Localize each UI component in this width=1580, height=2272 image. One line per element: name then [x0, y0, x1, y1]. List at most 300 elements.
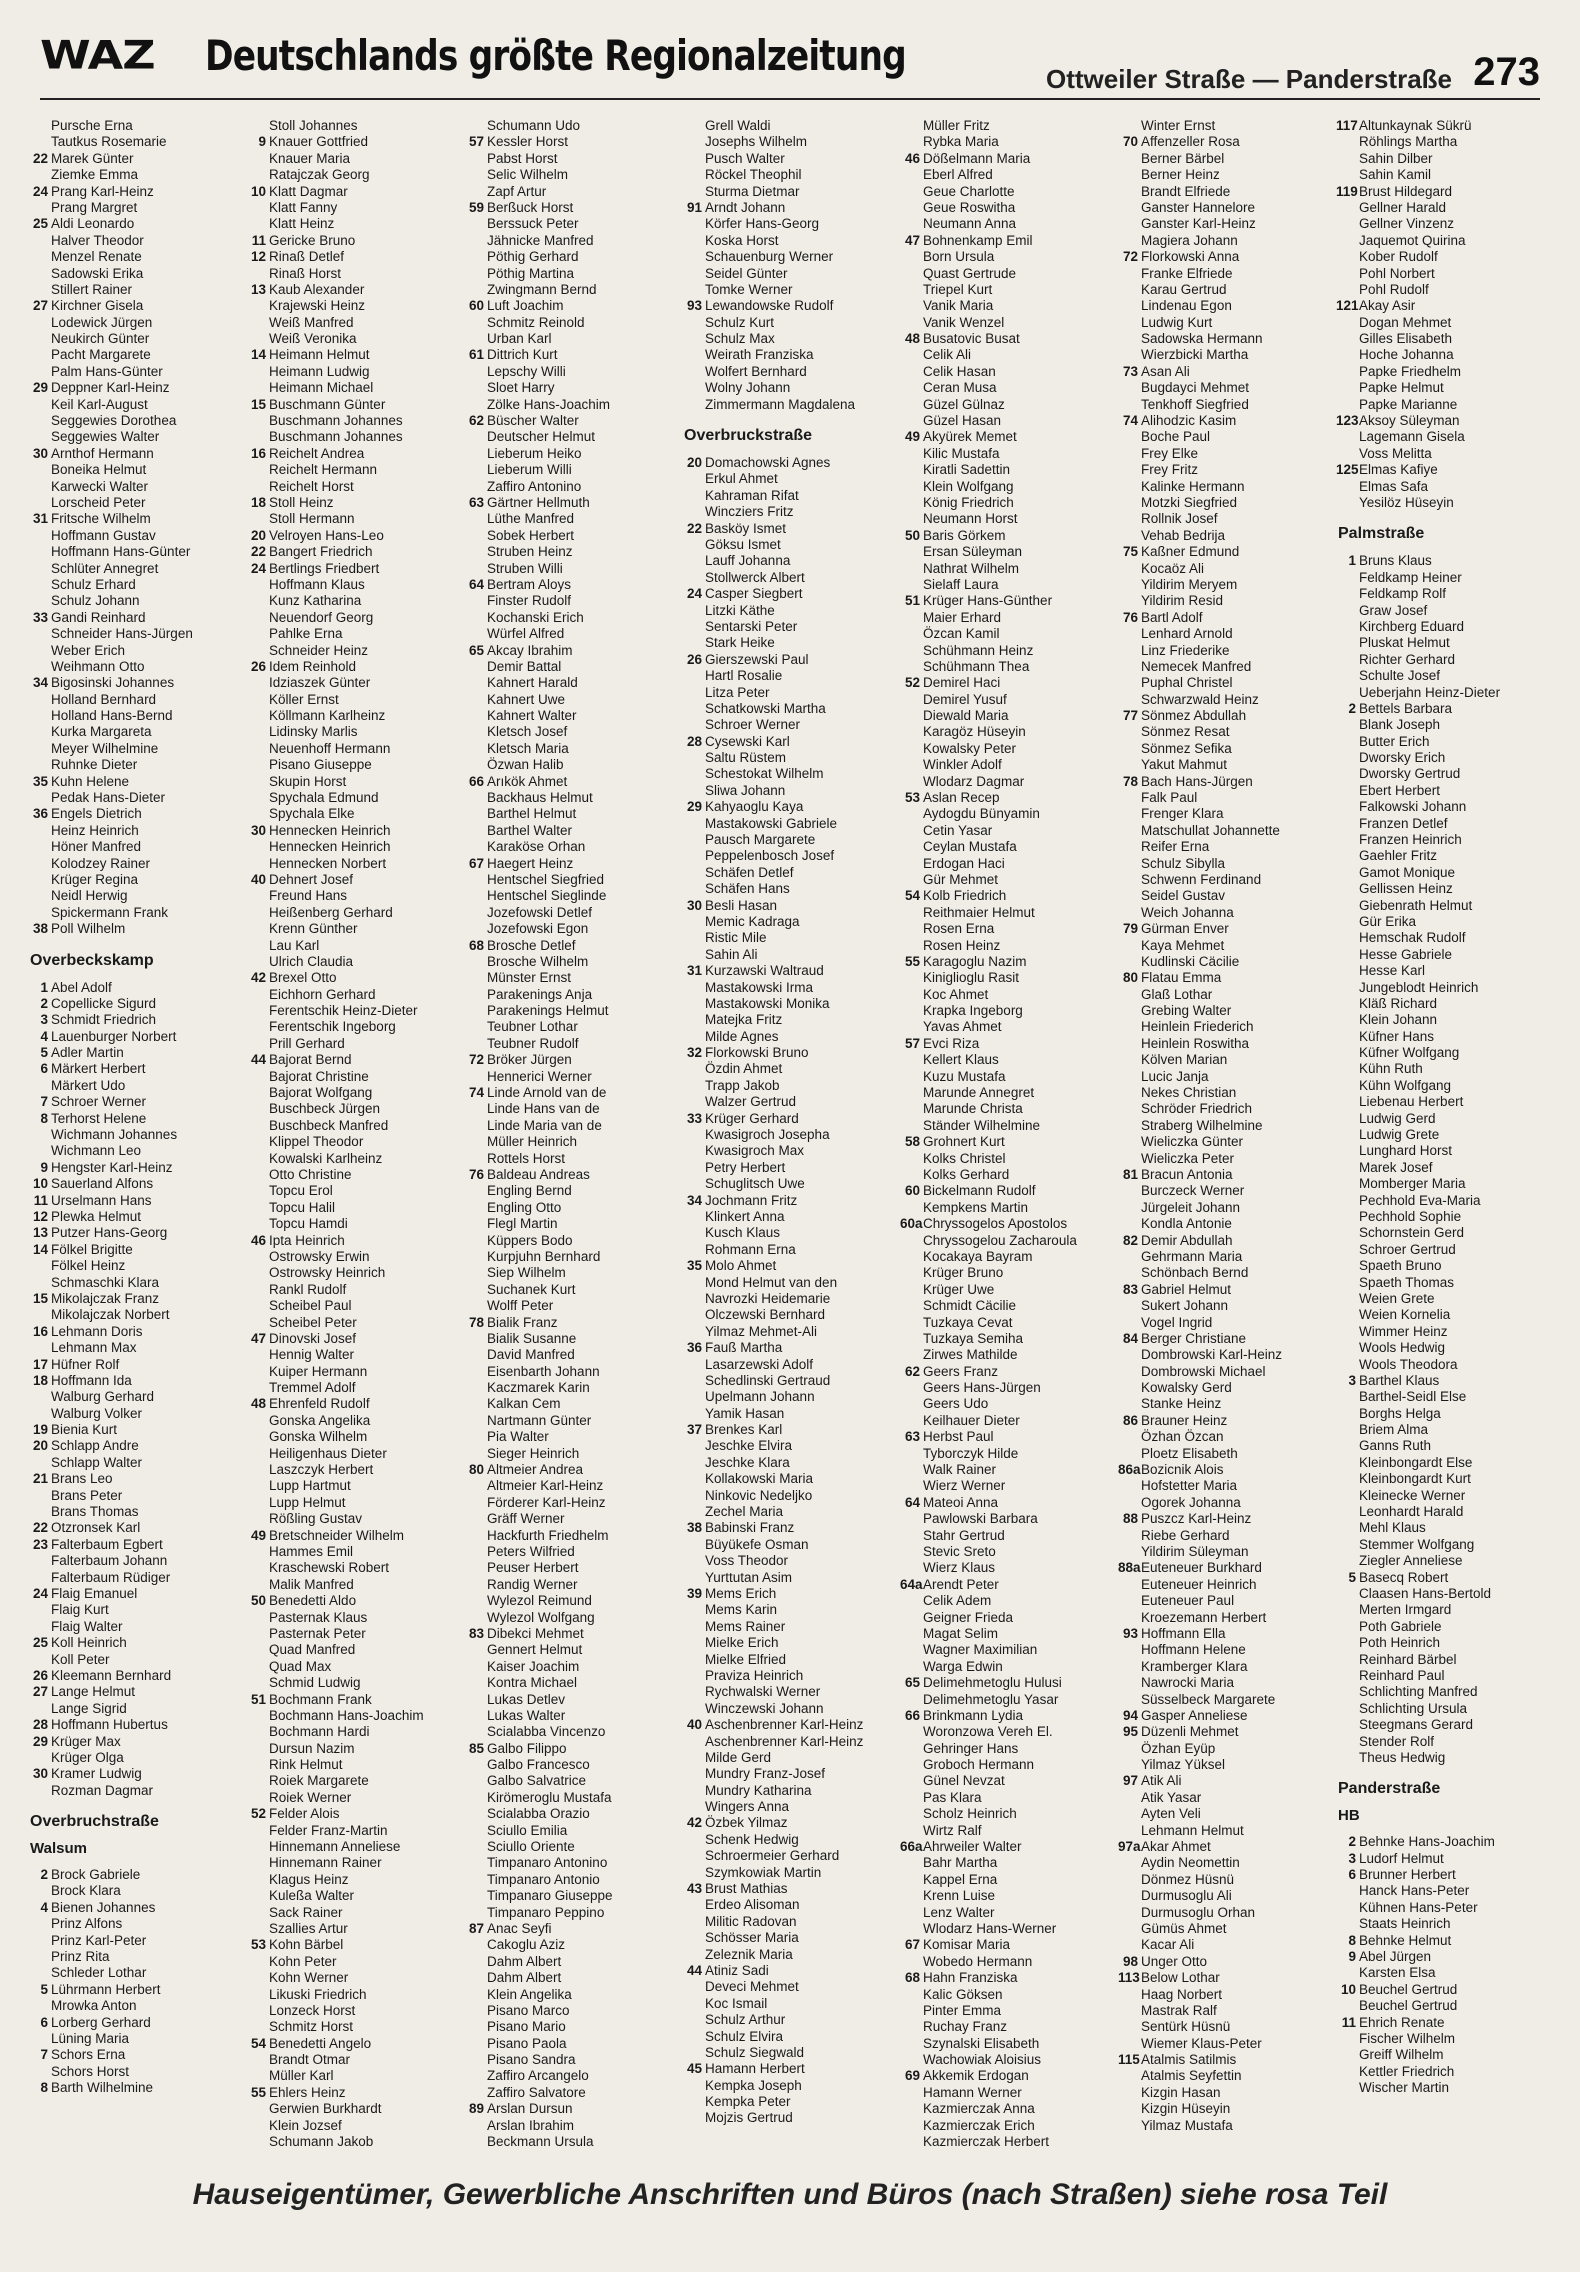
resident-name: Feldkamp Rolf — [1359, 586, 1447, 602]
resident-name: Günel Nevzat — [923, 1773, 1005, 1789]
resident-name: Kirchberg Eduard — [1359, 618, 1465, 634]
resident-name: Klippel Theodor — [269, 1134, 364, 1150]
house-number: 3 — [40, 1012, 48, 1028]
house-number: 21 — [32, 1471, 48, 1487]
list-item — [464, 1544, 674, 1560]
list-item — [900, 1593, 1110, 1609]
list-item — [28, 1883, 238, 1899]
resident-name: Bochmann Hardi — [269, 1724, 370, 1740]
resident-name: Gärtner Hellmuth — [487, 494, 590, 510]
resident-name: Pausch Margarete — [705, 832, 816, 848]
resident-name: Rößling Gustav — [269, 1511, 363, 1527]
resident-name: Mikolajczak Norbert — [51, 1307, 170, 1323]
list-item — [682, 1881, 892, 1897]
resident-name: Franzen Detlef — [1359, 815, 1448, 831]
house-number: 29 — [32, 1733, 48, 1749]
house-number: 9 — [40, 1159, 48, 1175]
resident-name: Pohl Rudolf — [1359, 281, 1429, 297]
resident-name: Schmitz Reinold — [487, 314, 585, 330]
resident-name: Röhlings Martha — [1359, 134, 1458, 150]
list-item — [1336, 266, 1546, 282]
resident-name: Evci Riza — [923, 1035, 980, 1051]
resident-name: Walburg Volker — [51, 1405, 143, 1421]
house-number: 73 — [1122, 363, 1138, 379]
list-item — [1118, 1560, 1328, 1576]
resident-name: Falk Paul — [1141, 790, 1198, 806]
resident-name: Zölke Hans-Joachim — [487, 396, 611, 412]
resident-name: Sönmez Abdullah — [1141, 708, 1247, 724]
resident-name: Ständer Wilhelmine — [923, 1117, 1041, 1133]
list-item — [464, 1905, 674, 1921]
list-item — [900, 266, 1110, 282]
list-item — [682, 701, 892, 717]
list-item — [682, 635, 892, 651]
list-item — [1336, 619, 1546, 635]
list-item — [682, 553, 892, 569]
resident-name: Schors Horst — [51, 2063, 130, 2079]
list-item — [682, 947, 892, 963]
house-number: 63 — [904, 1429, 920, 1445]
list-item — [1336, 1933, 1546, 1949]
list-item — [28, 1340, 238, 1356]
list-item — [28, 1275, 238, 1291]
resident-name: Rosen Heinz — [923, 937, 1001, 953]
list-item — [464, 298, 674, 314]
resident-name: Ganns Ruth — [1359, 1438, 1432, 1454]
list-item — [1118, 134, 1328, 150]
list-item — [900, 561, 1110, 577]
resident-name: Arendt Peter — [923, 1576, 999, 1592]
list-item — [28, 1900, 238, 1916]
list-item — [246, 1659, 456, 1675]
resident-name: Geue Charlotte — [923, 183, 1015, 199]
resident-name: Flaig Emanuel — [51, 1585, 138, 1601]
list-item — [900, 184, 1110, 200]
list-item — [1336, 1258, 1546, 1274]
list-item — [464, 2068, 674, 2084]
list-item — [246, 1905, 456, 1921]
list-item — [28, 200, 238, 216]
resident-name: Peppelenbosch Josef — [705, 848, 835, 864]
resident-name: Schumann Udo — [487, 118, 581, 133]
resident-name: Schösser Maria — [705, 1930, 799, 1946]
resident-name: Hartl Rosalie — [705, 668, 783, 684]
list-item — [1336, 331, 1546, 347]
list-item — [682, 930, 892, 946]
resident-name: Hoche Johanna — [1359, 347, 1454, 363]
list-item — [1336, 495, 1546, 511]
resident-name: Arnthof Hermann — [51, 445, 154, 461]
resident-name: Falterbaum Egbert — [51, 1536, 163, 1552]
resident-name: Güzel Hasan — [923, 413, 1002, 429]
list-item — [682, 1225, 892, 1241]
list-item — [28, 1783, 238, 1799]
resident-name: Özhan Özcan — [1141, 1429, 1224, 1445]
resident-name: Stahr Gertrud — [923, 1527, 1005, 1543]
street-heading: Panderstraße — [1338, 1780, 1441, 1798]
house-number: 22 — [250, 544, 266, 560]
list-item — [682, 1865, 892, 1881]
resident-name: Büyükefe Osman — [705, 1536, 809, 1552]
resident-name: Yilmaz Mustafa — [1141, 2117, 1233, 2133]
resident-name: Mems Rainer — [705, 1618, 786, 1634]
list-item — [246, 216, 456, 232]
list-item — [464, 544, 674, 560]
list-item — [682, 1455, 892, 1471]
list-item — [682, 1668, 892, 1684]
list-item — [1118, 1708, 1328, 1724]
house-number: 11 — [1341, 2014, 1356, 2030]
list-item — [900, 528, 1110, 544]
resident-name: Schröder Friedrich — [1141, 1101, 1253, 1117]
list-item — [682, 521, 892, 537]
list-item — [28, 806, 238, 822]
resident-name: Schroermeier Gerhard — [705, 1848, 840, 1864]
resident-name: Behnke Helmut — [1359, 1932, 1452, 1948]
list-item — [1118, 1462, 1328, 1478]
resident-name: Spaeth Bruno — [1359, 1258, 1442, 1274]
resident-name: Schmidt Friedrich — [51, 1012, 157, 1028]
resident-name: Pas Klara — [923, 1789, 982, 1805]
list-item — [1336, 685, 1546, 701]
list-item — [682, 1848, 892, 1864]
list-item — [900, 1249, 1110, 1265]
resident-name: Neumann Horst — [923, 511, 1018, 527]
resident-name: Heinlein Friederich — [1141, 1019, 1254, 1035]
list-item — [1118, 282, 1328, 298]
house-number: 29 — [32, 380, 48, 396]
list-item — [464, 1724, 674, 1740]
resident-name: Krüger Bruno — [923, 1265, 1004, 1281]
list-item — [1118, 872, 1328, 888]
list-item — [464, 1773, 674, 1789]
list-item — [1118, 380, 1328, 396]
resident-name: Spaeth Thomas — [1359, 1274, 1455, 1290]
house-number: 119 — [1336, 183, 1358, 199]
list-item — [1118, 724, 1328, 740]
resident-name: Neidl Herwig — [51, 888, 128, 904]
list-item — [28, 2031, 238, 2047]
resident-name: Memic Kadraga — [705, 913, 800, 929]
resident-name: Bertram Aloys — [487, 576, 572, 592]
list-item — [1336, 553, 1546, 569]
resident-name: Sciullo Emilia — [487, 1822, 568, 1838]
list-item — [246, 315, 456, 331]
resident-name: Abel Adolf — [51, 979, 112, 995]
list-item — [900, 1741, 1110, 1757]
resident-name: Kochanski Erich — [487, 609, 584, 625]
resident-name: Durmusoglu Ali — [1141, 1888, 1232, 1904]
list-item — [28, 282, 238, 298]
list-item — [900, 643, 1110, 659]
list-item — [1118, 1511, 1328, 1527]
resident-name: Hoffmann Gustav — [51, 527, 156, 543]
list-item — [28, 1982, 238, 1998]
resident-name: Yesilöz Hüseyin — [1359, 494, 1454, 510]
resident-name: Schönbach Bernd — [1141, 1265, 1249, 1281]
resident-name: Herbst Paul — [923, 1429, 994, 1445]
list-item — [682, 1471, 892, 1487]
list-item — [246, 1003, 456, 1019]
list-item — [1336, 1488, 1546, 1504]
resident-name: Märkert Herbert — [51, 1061, 146, 1077]
resident-name: Schulz Siegwald — [705, 2044, 805, 2060]
list-item — [1336, 652, 1546, 668]
list-item — [464, 1282, 674, 1298]
resident-name: Atalmis Satilmis — [1141, 2052, 1237, 2068]
list-item — [682, 1406, 892, 1422]
resident-name: Sliwa Johann — [705, 782, 786, 798]
list-item — [28, 626, 238, 642]
list-item — [464, 397, 674, 413]
house-number: 62 — [904, 1363, 920, 1379]
list-item — [1336, 1684, 1546, 1700]
resident-name: Kahnert Walter — [487, 708, 577, 724]
house-number: 8 — [40, 2080, 48, 2096]
resident-name: Spychala Edmund — [269, 790, 379, 806]
house-number: 57 — [468, 134, 484, 150]
house-number: 64 — [904, 1494, 920, 1510]
resident-name: Kolb Friedrich — [923, 888, 1007, 904]
list-item — [28, 839, 238, 855]
list-item — [246, 1954, 456, 1970]
resident-name: Linde Maria van de — [487, 1117, 602, 1133]
list-item — [464, 1429, 674, 1445]
resident-name: Buschbeck Manfred — [269, 1117, 389, 1133]
directory-column — [682, 118, 892, 2158]
resident-name: Baris Görkem — [923, 527, 1006, 543]
resident-name: Kalkan Cem — [487, 1396, 561, 1412]
resident-name: Voss Melitta — [1359, 445, 1432, 461]
house-number: 12 — [32, 1209, 48, 1224]
resident-name: Felder Franz-Martin — [269, 1822, 388, 1838]
resident-name: Vehab Bedrija — [1141, 527, 1226, 543]
list-item — [1118, 1019, 1328, 1035]
resident-name: Vanik Wenzel — [923, 314, 1005, 330]
resident-name: Frey Fritz — [1141, 462, 1198, 478]
list-item — [464, 446, 674, 462]
resident-name: Velroyen Hans-Leo — [269, 527, 384, 543]
list-item — [464, 2003, 674, 2019]
resident-name: Knauer Maria — [269, 150, 351, 166]
resident-name: Gonska Angelika — [269, 1412, 371, 1428]
resident-name: Krüger Uwe — [923, 1281, 995, 1297]
resident-name: Zwingmann Bernd — [487, 281, 597, 297]
list-item — [28, 790, 238, 806]
resident-name: Pisano Mario — [487, 2019, 566, 2035]
list-item — [464, 216, 674, 232]
list-item — [464, 757, 674, 773]
list-item — [246, 118, 456, 134]
list-item — [1118, 1790, 1328, 1806]
resident-name: Büscher Walter — [487, 413, 579, 429]
house-number: 46 — [250, 1232, 266, 1248]
house-number: 40 — [250, 871, 266, 887]
resident-name: Ehrenfeld Rudolf — [269, 1396, 370, 1412]
house-number: 8 — [40, 1110, 48, 1126]
house-number: 77 — [1122, 708, 1138, 724]
list-item — [246, 1692, 456, 1708]
resident-name: Pisano Giuseppe — [269, 757, 372, 773]
house-number: 32 — [686, 1045, 702, 1061]
list-item — [682, 1209, 892, 1225]
resident-name: Navrozki Heidemarie — [705, 1290, 831, 1306]
resident-name: Papke Marianne — [1359, 396, 1458, 412]
resident-name: Benedetti Aldo — [269, 1593, 357, 1609]
house-number: 15 — [250, 396, 266, 412]
resident-name: Barthel Helmut — [487, 806, 577, 822]
list-item — [28, 823, 238, 839]
list-item — [900, 938, 1110, 954]
list-item — [464, 1003, 674, 1019]
list-item — [246, 1921, 456, 1937]
list-item — [682, 865, 892, 881]
resident-name: Altunkaynak Sükrü — [1359, 118, 1472, 133]
resident-name: Walzer Gertrud — [705, 1094, 797, 1110]
list-item — [246, 1741, 456, 1757]
resident-name: Otto Christine — [269, 1167, 352, 1182]
list-item — [28, 888, 238, 904]
house-number: 38 — [32, 921, 48, 937]
list-item — [464, 1560, 674, 1576]
house-number: 33 — [686, 1110, 702, 1126]
resident-name: Schauenburg Werner — [705, 249, 834, 265]
resident-name: Lieberum Willi — [487, 462, 572, 478]
list-item — [682, 1996, 892, 2012]
list-item — [1118, 167, 1328, 183]
list-item — [1336, 380, 1546, 396]
resident-name: Lehmann Helmut — [1141, 1822, 1244, 1838]
list-item — [682, 537, 892, 553]
resident-name: Schroer Gertrud — [1359, 1241, 1456, 1257]
house-number: 50 — [904, 527, 920, 543]
list-item — [28, 2015, 238, 2031]
list-item — [464, 134, 674, 150]
resident-name: Schumann Jakob — [269, 2134, 374, 2150]
resident-name: Frenger Klara — [1141, 806, 1224, 822]
resident-name: Pasternak Peter — [269, 1625, 366, 1641]
list-item — [1336, 479, 1546, 495]
list-item — [246, 675, 456, 691]
list-item — [1336, 1307, 1546, 1323]
house-number: 83 — [468, 1625, 484, 1641]
list-item — [682, 980, 892, 996]
resident-name: Schenk Hedwig — [705, 1831, 799, 1847]
list-item — [28, 980, 238, 996]
list-item — [28, 118, 238, 134]
resident-name: Chryssogelos Apostolos — [923, 1216, 1068, 1232]
resident-name: Küfner Hans — [1359, 1028, 1435, 1044]
resident-name: Schulz Sibylla — [1141, 855, 1226, 871]
resident-name: Hennig Walter — [269, 1347, 355, 1363]
resident-name: Klatt Dagmar — [269, 183, 348, 199]
resident-name: Sturma Dietmar — [705, 183, 800, 199]
list-item — [682, 118, 892, 134]
resident-name: Kontra Michael — [487, 1675, 578, 1691]
list-item — [246, 331, 456, 347]
list-item — [246, 1315, 456, 1331]
house-number: 24 — [686, 586, 702, 602]
list-item — [464, 2036, 674, 2052]
list-item — [682, 1340, 892, 1356]
resident-name: Aschenbrenner Karl-Heinz — [705, 1717, 864, 1733]
resident-name: Reinhard Bärbel — [1359, 1651, 1457, 1667]
resident-name: Klein Angelika — [487, 1986, 572, 2002]
list-item — [1118, 1921, 1328, 1937]
resident-name: Kletsch Maria — [487, 740, 569, 756]
list-item — [1336, 1160, 1546, 1176]
list-item — [900, 970, 1110, 986]
house-number: 49 — [250, 1527, 266, 1543]
resident-name: Beckmann Ursula — [487, 2134, 594, 2150]
resident-name: David Manfred — [487, 1347, 575, 1363]
list-item — [246, 823, 456, 839]
list-item — [28, 1766, 238, 1782]
list-item — [682, 1291, 892, 1307]
resident-name: Berssuck Peter — [487, 216, 579, 232]
list-item — [246, 610, 456, 626]
resident-name: Schmaschki Klara — [51, 1274, 160, 1290]
resident-name: Akar Ahmet — [1141, 1839, 1211, 1855]
resident-name: Giebenrath Helmut — [1359, 897, 1473, 913]
list-item — [900, 134, 1110, 150]
list-item — [1118, 1036, 1328, 1052]
list-item — [1118, 446, 1328, 462]
resident-name: Militic Radovan — [705, 1913, 797, 1929]
list-item — [682, 134, 892, 150]
resident-name: Kletsch Josef — [487, 724, 568, 740]
list-item — [464, 1052, 674, 1068]
list-item — [246, 757, 456, 773]
resident-name: Bienia Kurt — [51, 1422, 118, 1438]
resident-name: Krenn Luise — [923, 1888, 996, 1904]
list-item — [900, 1315, 1110, 1331]
list-item — [1118, 1872, 1328, 1888]
resident-name: Koc Ismail — [705, 1995, 768, 2011]
list-item — [246, 2036, 456, 2052]
house-number: 9 — [258, 134, 266, 150]
list-item — [28, 905, 238, 921]
resident-name: Scheibel Paul — [269, 1298, 352, 1314]
resident-name: Yavas Ahmet — [923, 1019, 1002, 1035]
resident-name: Barthel Klaus — [1359, 1372, 1440, 1388]
resident-name: Schulz Erhard — [51, 576, 136, 592]
list-item — [246, 1298, 456, 1314]
resident-name: Florkowski Bruno — [705, 1045, 809, 1061]
resident-name: Yildirim Resid — [1141, 593, 1224, 609]
list-item — [1118, 1839, 1328, 1855]
resident-name: Beuchel Gertrud — [1359, 1998, 1458, 2014]
resident-name: Bajorat Christine — [269, 1068, 369, 1084]
resident-name: Brenkes Karl — [705, 1422, 783, 1438]
list-item — [1118, 1478, 1328, 1494]
resident-name: Akkemik Erdogan — [923, 2068, 1029, 2084]
list-item — [900, 1200, 1110, 1216]
list-item — [682, 1553, 892, 1569]
list-item — [1118, 1495, 1328, 1511]
resident-name: Pisano Marco — [487, 2002, 570, 2018]
resident-name: Lenhard Arnold — [1141, 626, 1233, 642]
resident-name: Sahin Kamil — [1359, 167, 1432, 183]
list-item — [246, 1610, 456, 1626]
list-item — [28, 1324, 238, 1340]
resident-name: Berner Heinz — [1141, 167, 1220, 183]
list-item — [900, 151, 1110, 167]
resident-name: Tuzkaya Cevat — [923, 1314, 1013, 1330]
list-item — [1336, 1537, 1546, 1553]
list-item — [1336, 1701, 1546, 1717]
resident-name: Schulz Arthur — [705, 2012, 786, 2028]
